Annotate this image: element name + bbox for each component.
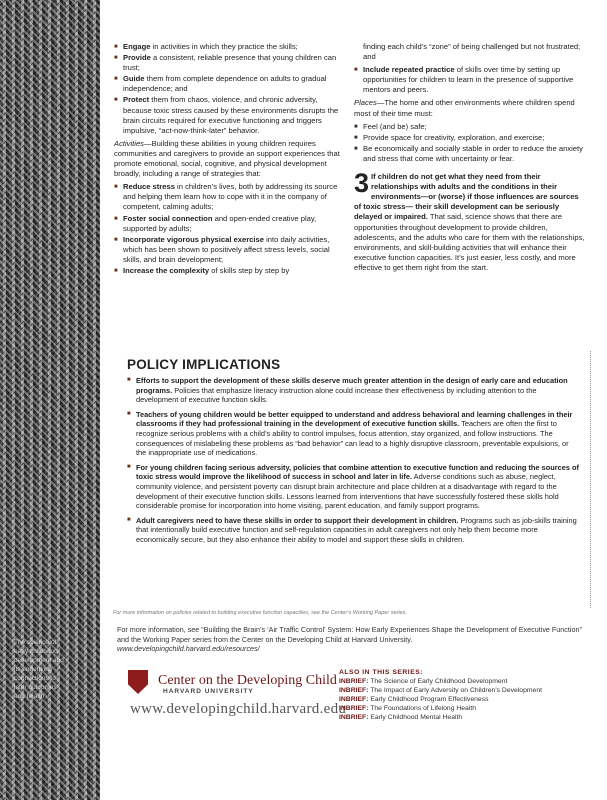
stripe-line: its underlying xyxy=(14,666,53,673)
list-item: ■ Reduce stress in children’s lives, both by addressing its source and helping them learn how to cope with it in the company of competent, calming adults; xyxy=(114,182,342,212)
list-item: ■ Incorporate vigorous physical exercise into daily activities, which has been shown to positively affect stress levels, social skills, and brain development; xyxy=(114,235,342,265)
list-item: ■ Engage in activities in which they practice the skills; xyxy=(114,42,342,52)
stripe-line: later outcomes xyxy=(14,684,57,691)
list-item: ■ Foster social connection and open-ended creative play, supported by adults; xyxy=(114,214,342,234)
policy-item: ■ Adult caregivers need to have these skills in order to support their development in children. Programs such as job-skills training that intentionally build executive function and self-regulation capacities in adult caregivers not only help them become more economically secure, but they also enhance their ability to model and support these skills in children. xyxy=(127,516,580,545)
policy-item: ■ Efforts to support the development of these skills deserve much greater attention in the design of early care and education programs. Policies that emphasize literacy instruction alone could increase their effectiveness by including attention to the development of executive function skills. xyxy=(127,376,580,405)
list-item: ■ Increase the complexity of skills step by step by xyxy=(114,266,342,276)
list-item: ■ Guide them from complete dependence on adults to gradual independence; and xyxy=(114,74,342,94)
series-item[interactable]: INBRIEF: The Impact of Early Adversity on Children’s Development xyxy=(339,687,542,694)
harvard-shield-icon xyxy=(128,670,148,694)
decorative-side-stripe xyxy=(0,0,100,800)
also-in-series xyxy=(339,668,589,722)
list-item: ■ Feel (and be) safe; xyxy=(354,122,586,132)
drop-cap: 3 xyxy=(354,168,370,199)
stripe-line: and health xyxy=(14,693,45,700)
policy-item: ■ For young children facing serious adversity, policies that combine attention to executive function and reducing the sources of toxic stress would improve the likelihood of success in school and later in life. Adverse conditions such as abuse, neglect, community violence, and persistent poverty can disrupt brain architecture and place children at a disadvantage with regard to the development of their executive function skills. Lessons learned from interventions that have successfully fostered these skills hold considerable promise for incorporation into home visiting, parent education, and family support programs. xyxy=(127,463,580,511)
callout-paragraph: 3 If children do not get what they need from their relationships with adults and the conditions in their environments—or (worse) if those influences are sources of toxic stress— their skill development can be seriously delayed or impaired. That said, science shows that there are opportunities throughout development to provide children, adolescents, and the adults who care for them with the relationships, environments, and skill-building activities that will enhance their executive function capacities. It’s just easier, less costly, and more effective to get them right from the start. xyxy=(354,168,585,272)
policy-list xyxy=(113,376,590,545)
center-logo-subtitle: HARVARD UNIVERSITY xyxy=(163,688,254,695)
policy-implications-box xyxy=(113,351,591,608)
series-title: ALSO IN THIS SERIES: xyxy=(339,669,424,676)
center-logo-name: Center on the Developing Child xyxy=(158,673,337,688)
policy-item: ■ Teachers of young children would be better equipped to understand and address behavioral and learning challenges in their classrooms if they had professional training in the development of executive function skills. Teachers are often the first to recognize serious problems with a child’s ability to control impulses, focus attention, stay organized, and follow instructions. The consequences of mislabeling these problems as “bad behavior” can lead to a highly disruptive classroom, preventable expulsions, or the inappropriate use of medications. xyxy=(127,410,580,458)
continued-text: finding each child’s “zone” of being challenged but not frustrated; and xyxy=(363,42,581,62)
left-column xyxy=(114,42,342,277)
resources-link[interactable]: www.developingchild.harvard.edu/resources/ xyxy=(117,644,260,653)
places-paragraph: Places—The home and other environments where children spend most of their time must: xyxy=(354,98,575,118)
stripe-line: development and xyxy=(14,657,64,664)
series-item[interactable]: INBRIEF: The Foundations of Lifelong Health xyxy=(339,705,477,712)
center-website-link[interactable]: www.developingchild.harvard.edu xyxy=(130,701,347,717)
skill-practice-list xyxy=(114,42,342,136)
list-item: ■ Be economically and socially stable in order to reduce the anxiety and stress that come with uncertainty or fear. xyxy=(354,144,586,164)
stripe-line: early childhood xyxy=(14,648,58,655)
series-item[interactable]: INBRIEF: Early Childhood Mental Health xyxy=(339,714,463,721)
policy-title: POLICY IMPLICATIONS xyxy=(127,357,281,372)
practice-list xyxy=(354,65,586,95)
policy-footnote: For more information on policies related to building executive function capacities, see the Center’s Working Paper series. xyxy=(113,610,407,616)
series-item[interactable]: INBRIEF: The Science of Early Childhood Development xyxy=(339,678,508,685)
stripe-line: connections to xyxy=(14,675,56,682)
places-list xyxy=(354,122,586,164)
list-item: ■ Provide space for creativity, exploration, and exercise; xyxy=(354,133,586,143)
list-item: ■ Protect them from chaos, violence, and chronic adversity, because toxic stress caused by these environments disrupts the brain circuits required for executive functioning and triggers impulsive, “act-now-think-later” behavior. xyxy=(114,95,342,135)
list-item: ■ Include repeated practice of skills over time by setting up opportunities for children to learn in the presence of supportive mentors and peers. xyxy=(354,65,586,95)
right-column xyxy=(354,42,586,276)
series-item[interactable]: INBRIEF: Early Childhood Program Effectiveness xyxy=(339,696,489,703)
list-item: ■ Provide a consistent, reliable presence that young children can trust; xyxy=(114,53,342,73)
stripe-caption xyxy=(14,638,94,701)
stripe-line: The science of xyxy=(14,639,57,646)
more-info: For more information, see “Building the Brain’s ‘Air Traffic Control’ System: How Early Experiences Shape the Development of Executive Function” and the Working Paper series from the Center on the Developing Child at Harvard University. www.developingchild.harvard.edu/resources/ xyxy=(117,625,582,653)
activities-list xyxy=(114,182,342,276)
activities-paragraph: Activities—Building these abilities in young children requires communities and caregivers to provide an support experiences that promote emotional, social, cognitive, and physical development broadly, including a range of strategies that: xyxy=(114,138,340,179)
